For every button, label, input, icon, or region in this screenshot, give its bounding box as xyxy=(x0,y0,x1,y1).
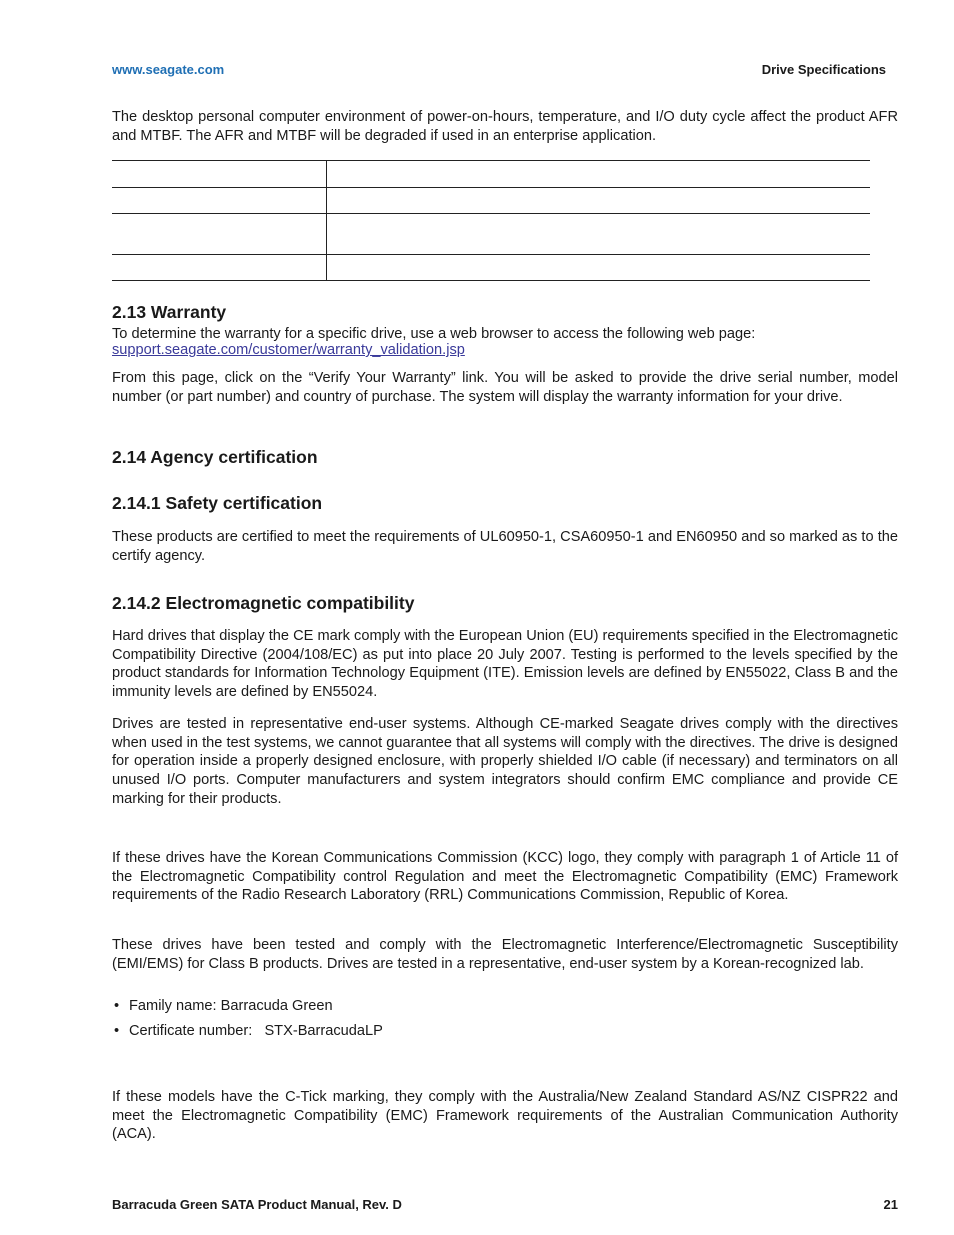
emc-ctick-paragraph: If these models have the C-Tick marking, they comply with the Australia/New Zealand Standard AS/NZ CISPR22 and meet the Electromagnetic Compatibility (EMC) Framework requirements of the Australian Communication Authority (ACA). xyxy=(112,1089,898,1143)
warranty-paragraph: To determine the warranty for a specific drive, use a web browser to access the following web page: xyxy=(112,326,756,342)
bullet-icon: • xyxy=(114,1023,120,1039)
list-item xyxy=(114,998,333,1014)
table-rule xyxy=(112,187,870,188)
list-item-text: Family name: Barracuda Green xyxy=(129,998,333,1014)
safety-paragraph: These products are certified to meet the requirements of UL60950-1, CSA60950-1 and EN60950 and so marked as to the certify agency. xyxy=(112,529,898,564)
table-column-divider xyxy=(326,160,327,281)
footer-title: Barracuda Green SATA Product Manual, Rev. D xyxy=(112,1197,402,1212)
bullet-icon: • xyxy=(114,998,120,1014)
warranty-instructions: From this page, click on the “Verify Your Warranty” link. You will be asked to provide the drive serial number, model number (or part number) and country of purchase. The system will display the warranty information for your drive. xyxy=(112,370,898,405)
section-title: Drive Specifications xyxy=(761,62,886,77)
list-item-text: Certificate number: STX-BarracudaLP xyxy=(129,1023,383,1039)
emc-testing-paragraph: Drives are tested in representative end-user systems. Although CE-marked Seagate drives comply with the directives when used in the test systems, we cannot guarantee that all systems will comply with the directives. The drive is designed for operation inside a properly designed enclosure, with properly shielded I/O cable (if necessary) and terminators on all unused I/O ports. Computer manufacturers and system integrators should confirm EMC compliance and provide CE marking for their products. xyxy=(112,716,898,807)
warranty-heading: 2.13 Warranty xyxy=(112,302,227,322)
table-rule xyxy=(112,280,870,281)
website-link[interactable]: www.seagate.com xyxy=(112,62,225,77)
safety-heading: 2.14.1 Safety certification xyxy=(112,493,323,513)
agency-heading: 2.14 Agency certification xyxy=(112,447,318,467)
table-rule xyxy=(112,160,870,161)
page-number: 21 xyxy=(883,1197,898,1212)
intro-paragraph: The desktop personal computer environment of power-on-hours, temperature, and I/O duty cycle affect the product AFR and MTBF. The AFR and MTBF will be degraded if used in an enterprise application. xyxy=(112,109,898,144)
warranty-link[interactable] xyxy=(112,341,465,359)
emc-emi-paragraph: These drives have been tested and comply with the Electromagnetic Interference/Electromagnetic Susceptibility (EMI/EMS) for Class B products. Drives are tested in a representative, end-user system by a Korean-recognized lab. xyxy=(112,937,898,972)
emc-kcc-paragraph: If these drives have the Korean Communications Commission (KCC) logo, they comply with paragraph 1 of Article 11 of the Electromagnetic Compatibility control Regulation and meet the Electromagnetic Compatibility (EMC) Framework requirements of the Radio Research Laboratory (RRL) Communications Commission, Republic of Korea. xyxy=(112,850,898,904)
list-item xyxy=(114,1023,383,1039)
warranty-link-text[interactable]: support.seagate.com/customer/warranty_validation.jsp xyxy=(112,342,465,358)
emc-heading: 2.14.2 Electromagnetic compatibility xyxy=(112,593,415,613)
table-rule xyxy=(112,213,870,214)
table-rule xyxy=(112,254,870,255)
emc-ce-paragraph: Hard drives that display the CE mark comply with the European Union (EU) requirements specified in the Electromagnetic Compatibility Directive (2004/108/EC) as put into place 20 July 2007. Testing is performed to the levels specified by the product standards for Information Technology Equipment (ITE). Emission levels are defined by EN55022, Class B and the immunity levels are defined by EN55024. xyxy=(112,628,898,701)
